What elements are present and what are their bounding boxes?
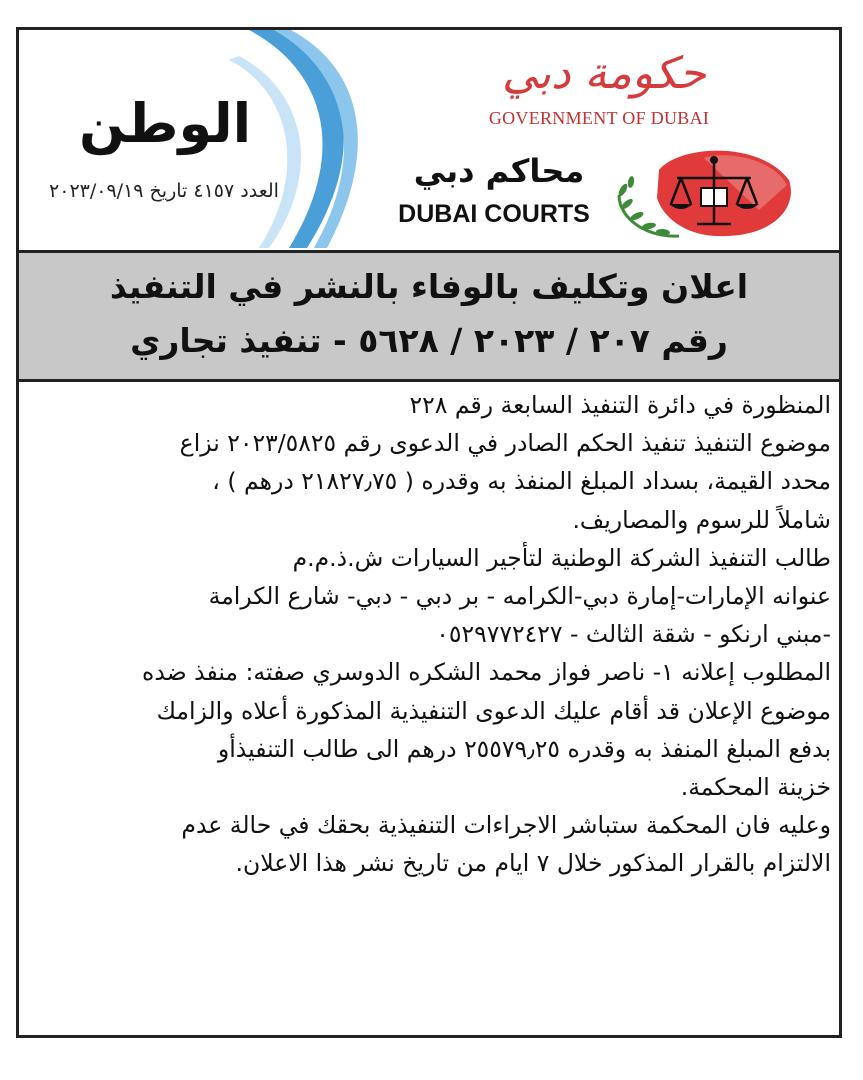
body-line: المطلوب إعلانه ١- ناصر فواز محمد الشكره الدوسري صفته: منفذ ضده (142, 658, 831, 687)
notice-title-band (19, 250, 839, 382)
courts-name-english: DUBAI COURTS (398, 200, 590, 228)
body-line: محدد القيمة، بسداد المبلغ المنفذ به وقدره ( ٢١٨٢٧٫٧٥ درهم ) ، (212, 467, 831, 496)
body-line: شاملاً للرسوم والمصاريف. (572, 505, 831, 534)
newspaper-logo: الوطن (79, 92, 252, 155)
courts-name-arabic: محاكم دبي (413, 152, 585, 190)
body-line: وعليه فان المحكمة ستباشر الاجراءات التنفيذية بحقك في حالة عدم (181, 811, 831, 840)
body-line: موضوع التنفيذ تنفيذ الحكم الصادر في الدعوى رقم ٢٠٢٣/٥٨٢٥ نزاع (179, 429, 831, 458)
notice-body (27, 386, 831, 883)
body-line: عنوانه الإمارات-إمارة دبي-الكرامه - بر دبي - دبي- شارع الكرامة (208, 582, 831, 611)
notice-title: اعلان وتكليف بالوفاء بالنشر في التنفيذ (109, 267, 749, 306)
body-line: بدفع المبلغ المنفذ به وقدره ٢٥٥٧٩٫٢٥ درهم الى طالب التنفيذأو (217, 734, 831, 763)
scales-of-justice-icon (609, 140, 799, 240)
body-line: موضوع الإعلان قد أقام عليك الدعوى التنفيذية المذكورة أعلاه والزامك (156, 696, 831, 725)
issue-date-line: العدد ٤١٥٧ تاريخ ٢٠٢٣/٠٩/١٩ (49, 180, 279, 202)
case-number-title: رقم ٢٠٧ / ٢٠٢٣ / ٥٦٢٨ - تنفيذ تجاري (130, 321, 728, 360)
notice-frame (16, 27, 842, 1038)
body-line: المنظورة في دائرة التنفيذ السابعة رقم ٢٢٨ (409, 391, 831, 419)
government-logo-english: GOVERNMENT OF DUBAI (488, 108, 710, 128)
notice-header (19, 30, 839, 248)
government-logo-arabic: حكومة دبي (502, 48, 706, 99)
body-line: طالب التنفيذ الشركة الوطنية لتأجير السيارات ش.ذ.م.م (292, 543, 831, 572)
body-line: الالتزام بالقرار المذكور خلال ٧ ايام من تاريخ نشر هذا الاعلان. (235, 849, 831, 878)
body-line: -مبني ارنكو - شقة الثالث - ٠٥٢٩٧٧٢٤٢٧ (436, 620, 831, 649)
body-line: خزينة المحكمة. (680, 773, 831, 802)
